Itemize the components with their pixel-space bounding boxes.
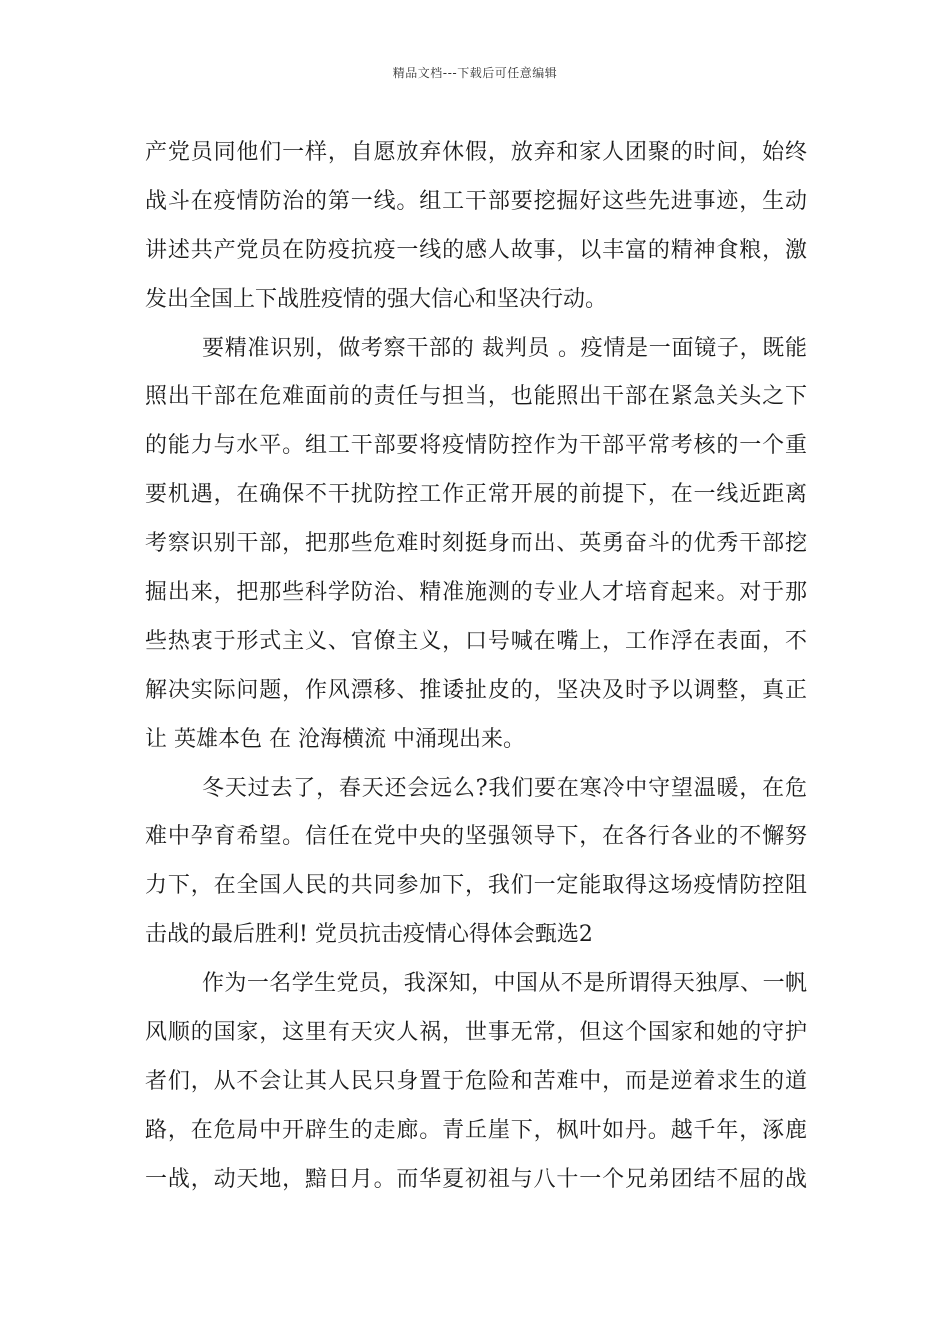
text-line: 讲述共产党员在防疫抗疫一线的感人故事，以丰富的精神食粮，激 [145, 237, 807, 263]
text-line: 产党员同他们一样，自愿放弃休假，放弃和家人团聚的时间，始终 [145, 140, 807, 165]
text-line: 作为一名学生党员，我深知，中国从不是所谓得天独厚、一帆 [202, 971, 807, 997]
text-line: 照出干部在危难面前的责任与担当，也能照出干部在紧急关头之下 [145, 384, 807, 410]
text-line: 战斗在疫情防治的第一线。组工干部要挖掘好这些先进事迹，生动 [145, 188, 807, 214]
text-line: 要机遇，在确保不干扰防控工作正常开展的前提下，在一线近距离 [145, 482, 807, 508]
document-body [145, 129, 807, 1205]
text-line: 的能力与水平。组工干部要将疫情防控作为干部平常考核的一个重 [145, 433, 807, 459]
text-line: 让 英雄本色 在 沧海横流 中涌现出来。 [145, 726, 525, 752]
text-line: 冬天过去了，春天还会远么?我们要在寒冷中守望温暖，在危 [202, 775, 807, 801]
text-line: 者们，从不会让其人民只身置于危险和苦难中，而是逆着求生的道 [145, 1068, 807, 1094]
text-line: 考察识别干部，把那些危难时刻挺身而出、英勇奋斗的优秀干部挖 [145, 531, 807, 557]
text-line: 要精准识别，做考察干部的 裁判员 。疫情是一面镜子，既能 [202, 335, 807, 361]
text-line: 解决实际问题，作风漂移、推诿扯皮的，坚决及时予以调整，真正 [145, 677, 807, 703]
text-line: 击战的最后胜利! 党员抗击疫情心得体会甄选2 [145, 922, 593, 948]
text-line: 些热衷于形式主义、官僚主义，口号喊在嘴上，工作浮在表面，不 [145, 628, 807, 654]
text-line: 一战，动天地，黯日月。而华夏初祖与八十一个兄弟团结不屈的战 [145, 1166, 807, 1192]
text-line: 掘出来，把那些科学防治、精准施测的专业人才培育起来。对于那 [145, 580, 807, 606]
page-header: 精品文档---下载后可任意编辑 [392, 66, 558, 80]
text-line: 风顺的国家，这里有天灾人祸，世事无常，但这个国家和她的守护 [145, 1020, 807, 1046]
text-line: 发出全国上下战胜疫情的强大信心和坚决行动。 [145, 286, 608, 312]
text-line: 难中孕育希望。信任在党中央的坚强领导下，在各行各业的不懈努 [145, 824, 807, 850]
text-line: 路，在危局中开辟生的走廊。青丘崖下，枫叶如丹。越千年，涿鹿 [145, 1117, 807, 1143]
text-line: 力下，在全国人民的共同参加下，我们一定能取得这场疫情防控阻 [145, 873, 807, 899]
